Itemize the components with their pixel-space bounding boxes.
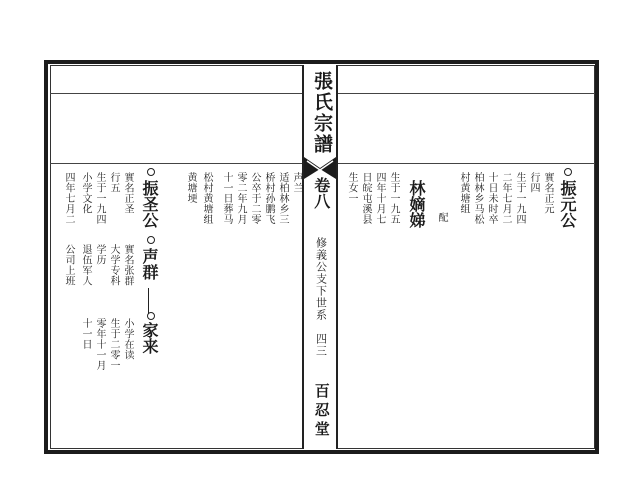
person-name-zhensheng: 振圣公 — [140, 180, 159, 228]
record-text: 桥村孙鹏飞 — [263, 172, 274, 225]
record-text: 實名张群 — [122, 244, 133, 286]
genealogy-marker — [145, 236, 157, 244]
genealogy-marker — [562, 168, 574, 176]
record-text: 四年十月七 — [374, 172, 385, 225]
spouse-name: 林嫡娣 — [407, 180, 426, 228]
record-text: 行五 — [108, 172, 119, 193]
hall-name: 百忍堂 — [312, 383, 331, 440]
record-text: 退伍军人 — [80, 244, 91, 286]
volume-label: 卷八 — [311, 177, 331, 209]
record-text: 行四 — [528, 172, 539, 193]
record-text: 十日未时卒 — [486, 172, 497, 225]
record-text: 四年七月二 — [63, 172, 74, 225]
record-text: 生于一九四 — [514, 172, 525, 225]
fish-tail-mark — [304, 157, 336, 179]
record-text: 公卒于二零 — [249, 172, 260, 225]
spouse-marker: 配 — [436, 212, 447, 223]
record-text: 零二年九月 — [235, 172, 246, 225]
genealogy-title: 張氏宗譜 — [310, 71, 333, 155]
record-text: 日皖屯溪县 — [360, 172, 371, 225]
record-text: 零年十一月 — [94, 318, 105, 371]
book-spine — [302, 65, 338, 449]
record-text: 柏林乡马松 — [472, 172, 483, 225]
record-text: 生于一九五 — [388, 172, 399, 225]
record-text: 公司上班 — [63, 244, 74, 286]
record-text: 松村黄塘组 — [201, 172, 212, 225]
record-text: 适柏林乡三 — [277, 172, 288, 225]
genealogy-marker — [145, 312, 157, 320]
record-text: 十一日 — [80, 318, 91, 350]
record-text: 生女一 — [346, 172, 357, 204]
record-text: 黄塘埂 — [185, 172, 196, 204]
record-text: 生于二零一 — [108, 318, 119, 371]
lineage-connector — [148, 288, 149, 314]
record-text: 小学文化 — [80, 172, 91, 214]
section-label: 修義公支下世系 四三 — [314, 237, 328, 357]
record-text: 村黄塘组 — [458, 172, 469, 214]
record-text: 二年七月二 — [500, 172, 511, 225]
record-text: 實名正元 — [542, 172, 553, 214]
record-text: 實名正圣 — [122, 172, 133, 214]
genealogy-marker — [145, 168, 157, 176]
person-name-zhenyuan: 振元公 — [558, 180, 577, 228]
person-name-shengqun: 声群 — [140, 248, 159, 280]
record-text: 十一日葬马 — [221, 172, 232, 225]
record-text: 大学专科 — [108, 244, 119, 286]
record-text: 生于一九四 — [94, 172, 105, 225]
record-text: 声兰 — [291, 172, 302, 193]
person-name-jialai: 家来 — [140, 322, 159, 354]
record-text: 学历 — [94, 244, 105, 265]
record-text: 小学在读 — [122, 318, 133, 360]
